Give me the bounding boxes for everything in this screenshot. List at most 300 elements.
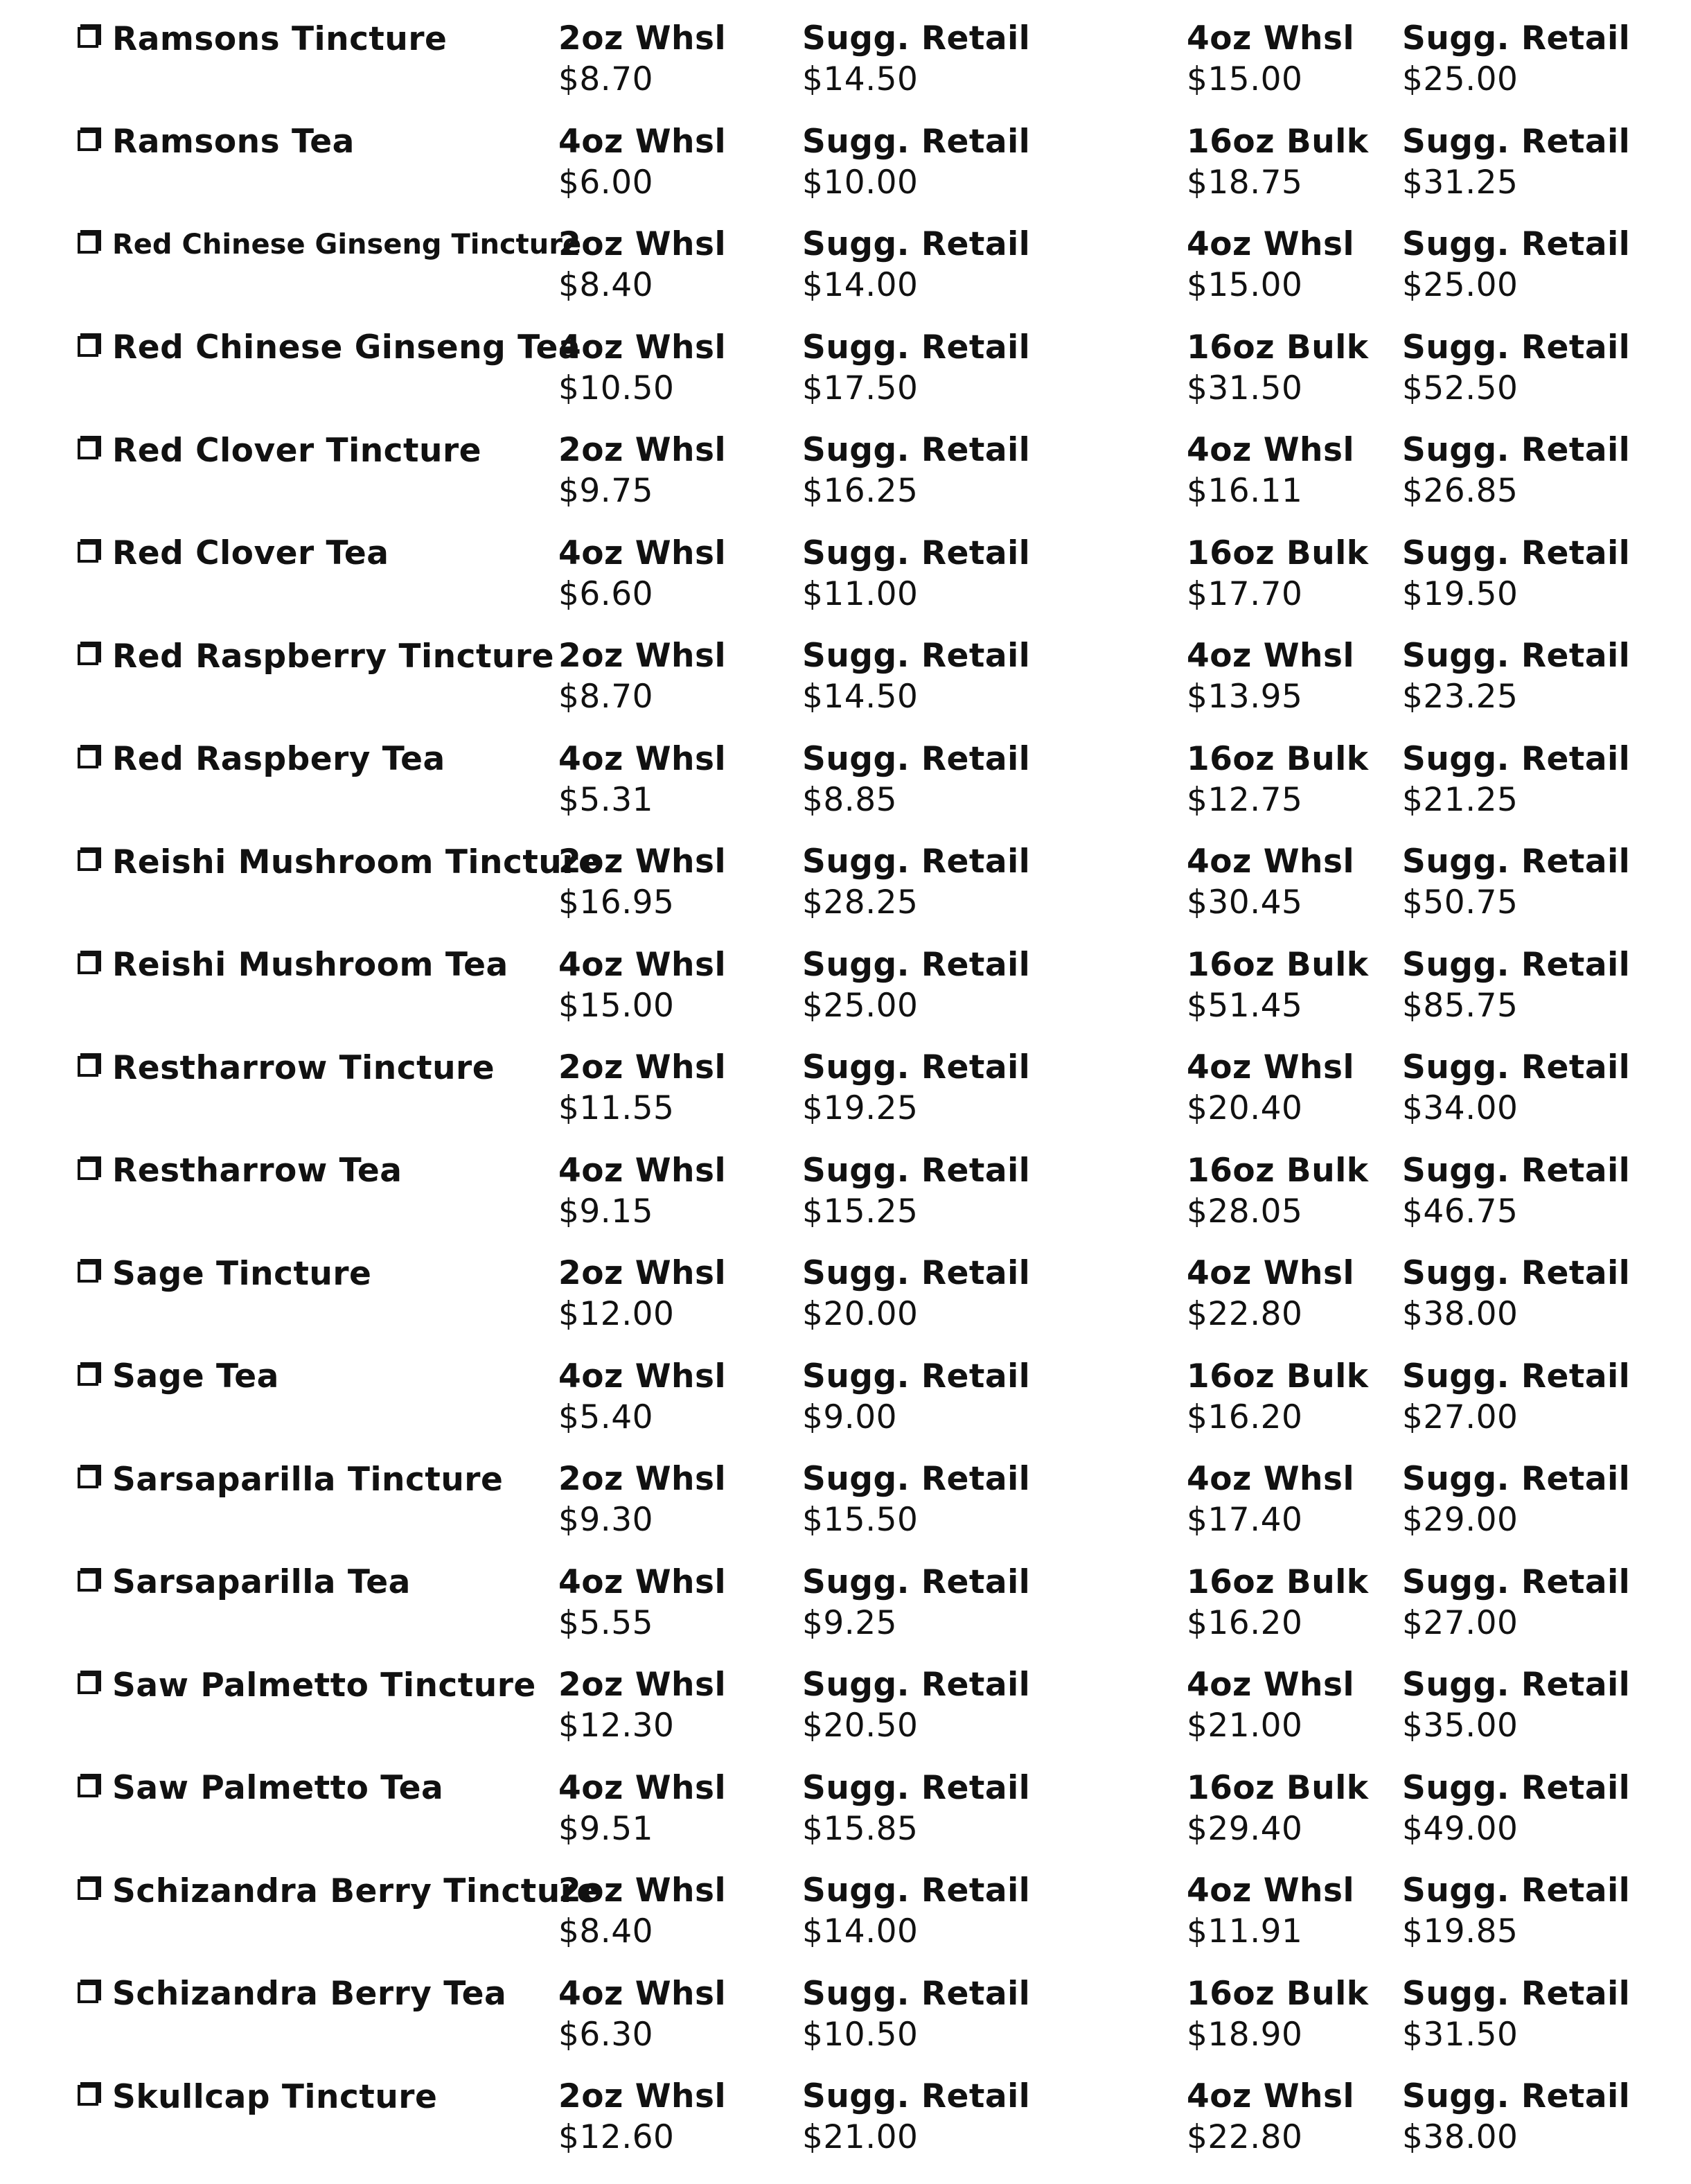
price-value: $20.50 [802,1707,919,1745]
product-name: Schizandra Berry Tincture [112,1872,599,1910]
price-value: $12.30 [558,1707,675,1745]
product-name: Ramsons Tea [112,123,355,161]
product-name-cell [75,1253,371,1294]
price-cell [802,1459,1030,1540]
price-value: $30.45 [1187,883,1303,922]
price-label: Sugg. Retail [1402,1768,1631,1807]
price-label: 2oz Whsl [558,843,727,881]
price-cell [802,635,1030,717]
price-cell [1187,1253,1354,1335]
price-value: $21.00 [802,2118,919,2156]
price-cell [558,1973,726,2055]
price-label: Sugg. Retail [1402,19,1631,58]
product-row [0,739,1691,842]
product-name: Sage Tea [112,1357,279,1395]
price-value: $10.00 [802,163,919,202]
price-cell [1402,18,1630,100]
product-name: Restharrow Tea [112,1152,402,1190]
price-label: 4oz Whsl [558,1151,727,1190]
price-value: $9.30 [558,1501,654,1539]
price-cell [1402,944,1630,1026]
price-cell [1402,1356,1630,1438]
product-row [0,1973,1691,2077]
checkbox-icon[interactable] [78,336,98,357]
price-value: $16.95 [558,883,675,922]
checkbox-icon[interactable] [78,1879,98,1900]
price-cell [1187,635,1354,717]
checkbox-icon[interactable] [78,850,98,871]
price-value: $6.60 [558,574,654,613]
product-name: Red Raspberry Tincture [112,637,554,676]
price-cell [1187,1356,1369,1438]
checkbox-icon[interactable] [78,2085,98,2106]
price-value: $16.20 [1187,1603,1303,1642]
price-label: Sugg. Retail [1402,843,1631,881]
price-label: Sugg. Retail [802,1151,1031,1190]
price-value: $22.80 [1187,1295,1303,1333]
price-label: Sugg. Retail [802,1768,1031,1807]
price-value: $28.05 [1187,1192,1303,1231]
price-label: Sugg. Retail [802,1460,1031,1498]
price-label: 4oz Whsl [1187,1048,1355,1086]
product-row [0,533,1691,636]
price-label: Sugg. Retail [802,19,1031,58]
price-cell [558,1768,726,1849]
product-row [0,1870,1691,1973]
price-cell [802,1768,1030,1849]
price-value: $29.40 [1187,1809,1303,1848]
price-cell [558,1664,726,1746]
product-name-cell [75,1973,506,2015]
price-value: $85.75 [1402,986,1519,1025]
price-label: 4oz Whsl [1187,1872,1355,1910]
price-label: Sugg. Retail [1402,739,1631,778]
price-value: $21.00 [1187,1707,1303,1745]
price-value: $12.00 [558,1295,675,1333]
product-row [0,1768,1691,1871]
price-cell [1187,1562,1369,1644]
price-label: 4oz Whsl [1187,637,1355,675]
price-cell [1187,1664,1354,1746]
product-name-cell [75,18,447,60]
price-value: $38.00 [1402,1295,1519,1333]
checkbox-icon[interactable] [78,233,98,254]
price-value: $8.40 [558,1912,654,1950]
price-value: $9.15 [558,1192,654,1231]
price-cell [802,1664,1030,1746]
price-cell [558,635,726,717]
checkbox-icon[interactable] [78,130,98,151]
price-cell [1402,430,1630,511]
product-name: Red Clover Tincture [112,431,481,470]
price-cell [1187,739,1369,820]
price-label: 16oz Bulk [1187,1357,1369,1395]
price-cell [1402,533,1630,615]
price-label: Sugg. Retail [1402,1357,1631,1395]
price-value: $14.00 [802,1912,919,1950]
price-value: $23.25 [1402,678,1519,716]
price-label: 16oz Bulk [1187,1974,1369,2013]
product-name-cell [75,739,445,780]
price-cell [1187,944,1369,1026]
product-name: Red Chinese Ginseng Tincture [112,229,582,261]
price-cell [1187,2076,1354,2158]
price-value: $20.40 [1187,1089,1303,1127]
product-row [0,18,1691,121]
product-row [0,944,1691,1048]
price-label: Sugg. Retail [1402,637,1631,675]
price-label: 2oz Whsl [558,1460,727,1498]
price-label: 16oz Bulk [1187,739,1369,778]
price-value: $51.45 [1187,986,1303,1025]
price-cell [1187,1768,1369,1849]
price-cell [1402,841,1630,923]
price-label: 4oz Whsl [558,945,727,984]
price-label: 4oz Whsl [558,1768,727,1807]
price-cell [558,841,726,923]
price-value: $13.95 [1187,678,1303,716]
price-cell [558,224,726,306]
price-cell [558,1562,726,1644]
price-label: 16oz Bulk [1187,328,1369,367]
product-name-cell [75,1870,599,1912]
product-name: Reishi Mushroom Tea [112,946,508,984]
price-cell [1402,739,1630,820]
price-label: Sugg. Retail [802,739,1031,778]
price-label: 2oz Whsl [558,19,727,58]
price-cell [1402,1459,1630,1540]
price-label: 2oz Whsl [558,1254,727,1292]
price-cell [802,739,1030,820]
product-name: Red Clover Tea [112,534,389,572]
price-cell [1187,18,1354,100]
price-value: $8.70 [558,60,654,98]
price-value: $50.75 [1402,883,1519,922]
price-label: Sugg. Retail [802,1562,1031,1601]
price-value: $18.90 [1187,2015,1303,2054]
price-label: 2oz Whsl [558,637,727,675]
price-value: $9.51 [558,1809,654,1848]
product-name: Red Chinese Ginseng Tea [112,328,581,367]
price-value: $21.25 [1402,780,1519,819]
price-value: $16.20 [1187,1398,1303,1436]
price-cell [558,430,726,511]
price-cell [1402,635,1630,717]
price-value: $25.00 [1402,266,1519,304]
price-label: 4oz Whsl [1187,1460,1355,1498]
checkbox-icon[interactable] [78,1982,98,2003]
price-label: Sugg. Retail [802,328,1031,367]
price-value: $16.11 [1187,472,1303,510]
price-value: $12.60 [558,2118,675,2156]
price-cell [1402,121,1630,203]
price-cell [558,533,726,615]
checkbox-icon[interactable] [78,1262,98,1283]
price-label: Sugg. Retail [1402,1460,1631,1498]
price-label: Sugg. Retail [802,945,1031,984]
price-label: Sugg. Retail [1402,1254,1631,1292]
price-value: $15.00 [1187,60,1303,98]
price-label: 4oz Whsl [558,534,727,572]
price-label: 4oz Whsl [1187,431,1355,469]
price-label: 16oz Bulk [1187,534,1369,572]
price-cell [802,18,1030,100]
price-list [0,18,1691,2179]
price-cell [802,224,1030,306]
price-value: $16.25 [802,472,919,510]
price-label: 4oz Whsl [1187,843,1355,881]
price-value: $17.40 [1187,1501,1303,1539]
checkbox-icon[interactable] [78,27,98,48]
price-label: 4oz Whsl [1187,1666,1355,1704]
price-cell [1402,224,1630,306]
product-name: Ramsons Tincture [112,19,448,58]
price-cell [1402,1253,1630,1335]
price-value: $5.55 [558,1603,654,1642]
price-cell [1402,1150,1630,1232]
price-label: Sugg. Retail [802,1666,1031,1704]
price-value: $11.91 [1187,1912,1303,1950]
checkbox-icon[interactable] [78,542,98,563]
price-cell [802,841,1030,923]
price-label: Sugg. Retail [802,843,1031,881]
price-label: 16oz Bulk [1187,1151,1369,1190]
price-label: Sugg. Retail [802,1872,1031,1910]
price-label: 4oz Whsl [1187,1254,1355,1292]
price-cell [802,1356,1030,1438]
price-label: Sugg. Retail [1402,328,1631,367]
price-cell [802,533,1030,615]
price-value: $28.25 [802,883,919,922]
price-value: $15.00 [558,986,675,1025]
product-row [0,121,1691,224]
price-label: Sugg. Retail [1402,225,1631,263]
price-value: $25.00 [1402,60,1519,98]
product-row [0,327,1691,430]
price-cell [1402,1768,1630,1849]
price-value: $10.50 [558,369,675,407]
price-label: Sugg. Retail [802,1974,1031,2013]
price-cell [1187,327,1369,409]
product-name: Sarsaparilla Tea [112,1563,411,1601]
price-label: 16oz Bulk [1187,122,1369,161]
price-label: Sugg. Retail [802,534,1031,572]
checkbox-icon[interactable] [78,1468,98,1488]
price-label: 4oz Whsl [558,1357,727,1395]
product-name: Schizandra Berry Tea [112,1975,507,2013]
product-name-cell [75,1459,503,1500]
price-cell [1187,1870,1354,1952]
price-label: 4oz Whsl [558,328,727,367]
product-name-cell [75,2076,437,2117]
price-value: $9.75 [558,472,654,510]
checkbox-icon[interactable] [78,748,98,768]
product-name: Skullcap Tincture [112,2077,438,2116]
product-name: Saw Palmetto Tea [112,1769,444,1807]
price-value: $35.00 [1402,1707,1519,1745]
product-row [0,635,1691,739]
price-label: 4oz Whsl [558,1974,727,2013]
price-value: $10.50 [802,2015,919,2054]
price-label: 16oz Bulk [1187,1562,1369,1601]
price-value: $14.00 [802,266,919,304]
price-label: Sugg. Retail [1402,1048,1631,1086]
price-cell [802,1870,1030,1952]
price-value: $18.75 [1187,163,1303,202]
price-value: $19.85 [1402,1912,1519,1950]
price-label: 4oz Whsl [1187,19,1355,58]
price-cell [802,1253,1030,1335]
product-row [0,1459,1691,1562]
price-value: $25.00 [802,986,919,1025]
price-cell [558,1356,726,1438]
price-cell [558,1150,726,1232]
product-name: Sage Tincture [112,1254,372,1293]
price-cell [1187,1047,1354,1129]
price-cell [1402,327,1630,409]
price-cell [802,2076,1030,2158]
price-cell [1402,1973,1630,2055]
price-value: $6.30 [558,2015,654,2054]
price-label: 4oz Whsl [558,1562,727,1601]
price-cell [1187,121,1369,203]
checkbox-icon[interactable] [78,1673,98,1694]
price-cell [558,1047,726,1129]
price-value: $49.00 [1402,1809,1519,1848]
price-label: 16oz Bulk [1187,1768,1369,1807]
checkbox-icon[interactable] [78,1056,98,1077]
price-cell [558,18,726,100]
price-label: 4oz Whsl [558,739,727,778]
price-cell [1187,430,1354,511]
product-row [0,1150,1691,1253]
product-name-cell [75,1768,443,1809]
price-value: $27.00 [1402,1398,1519,1436]
price-value: $15.50 [802,1501,919,1539]
price-value: $15.25 [802,1192,919,1231]
price-cell [1402,1664,1630,1746]
checkbox-icon[interactable] [78,1159,98,1180]
price-cell [802,327,1030,409]
product-name-cell [75,224,581,265]
price-label: Sugg. Retail [802,637,1031,675]
price-cell [1187,1459,1354,1540]
price-cell [1402,1562,1630,1644]
price-label: Sugg. Retail [802,122,1031,161]
checkbox-icon[interactable] [78,1571,98,1592]
price-cell [558,944,726,1026]
product-name: Reishi Mushroom Tincture [112,843,601,881]
price-label: Sugg. Retail [1402,122,1631,161]
checkbox-icon[interactable] [78,1365,98,1386]
price-cell [1402,2076,1630,2158]
price-cell [802,944,1030,1026]
price-value: $31.50 [1402,2015,1519,2054]
product-name-cell [75,1664,536,1706]
product-row [0,430,1691,533]
product-name: Sarsaparilla Tincture [112,1460,504,1499]
product-name: Saw Palmetto Tincture [112,1666,536,1705]
product-name: Red Raspbery Tea [112,740,445,778]
price-value: $5.40 [558,1398,654,1436]
product-name-cell [75,1047,495,1089]
price-value: $9.25 [802,1603,898,1642]
price-value: $29.00 [1402,1501,1519,1539]
price-value: $14.50 [802,678,919,716]
price-cell [558,2076,726,2158]
price-value: $20.00 [802,1295,919,1333]
price-label: 2oz Whsl [558,1872,727,1910]
price-label: 4oz Whsl [558,122,727,161]
product-name-cell [75,1356,279,1398]
price-cell [558,1870,726,1952]
price-cell [802,121,1030,203]
price-label: 16oz Bulk [1187,945,1369,984]
price-label: Sugg. Retail [802,2077,1031,2115]
product-name-cell [75,1562,411,1603]
price-cell [802,1973,1030,2055]
price-label: Sugg. Retail [1402,2077,1631,2115]
price-value: $8.70 [558,678,654,716]
price-value: $31.25 [1402,163,1519,202]
price-value: $15.85 [802,1809,919,1848]
price-label: 2oz Whsl [558,225,727,263]
price-value: $17.70 [1187,574,1303,613]
price-cell [1187,224,1354,306]
price-value: $38.00 [1402,2118,1519,2156]
price-cell [1402,1870,1630,1952]
price-label: Sugg. Retail [802,225,1031,263]
checkbox-icon[interactable] [78,1777,98,1797]
price-label: Sugg. Retail [1402,1562,1631,1601]
price-cell [1402,1047,1630,1129]
product-name-cell [75,430,481,471]
price-value: $15.00 [1187,266,1303,304]
price-cell [558,327,726,409]
checkbox-icon[interactable] [78,953,98,974]
product-row [0,2076,1691,2179]
price-value: $17.50 [802,369,919,407]
product-name: Restharrow Tincture [112,1048,495,1087]
price-label: Sugg. Retail [1402,945,1631,984]
price-value: $8.85 [802,780,898,819]
price-cell [1187,1973,1369,2055]
price-cell [558,121,726,203]
price-value: $8.40 [558,266,654,304]
price-value: $19.25 [802,1089,919,1127]
price-value: $31.50 [1187,369,1303,407]
product-row [0,224,1691,327]
price-label: 2oz Whsl [558,2077,727,2115]
product-name-cell [75,327,581,369]
price-value: $22.80 [1187,2118,1303,2156]
price-label: Sugg. Retail [1402,431,1631,469]
price-value: $19.50 [1402,574,1519,613]
product-row [0,1664,1691,1768]
price-label: Sugg. Retail [1402,534,1631,572]
price-label: Sugg. Retail [1402,1151,1631,1190]
product-name-cell [75,1150,402,1192]
price-label: Sugg. Retail [802,1254,1031,1292]
price-value: $26.85 [1402,472,1519,510]
price-label: 4oz Whsl [1187,2077,1355,2115]
price-value: $11.55 [558,1089,675,1127]
price-value: $34.00 [1402,1089,1519,1127]
checkbox-icon[interactable] [78,644,98,665]
price-label: 2oz Whsl [558,1048,727,1086]
price-cell [558,739,726,820]
checkbox-icon[interactable] [78,439,98,459]
